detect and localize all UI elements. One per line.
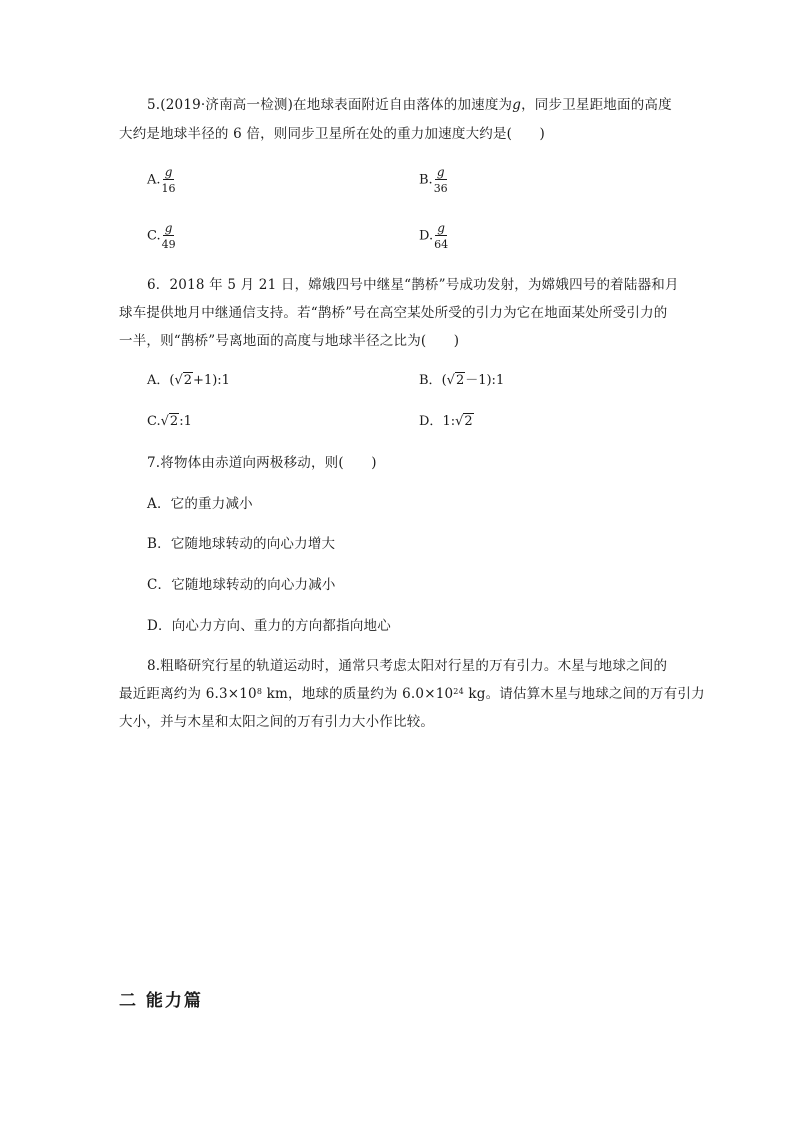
q6-option-a[interactable]	[147, 372, 230, 390]
option-label: A．	[147, 373, 170, 388]
exponent: 24	[453, 687, 464, 696]
paren: (	[441, 373, 447, 388]
q6-line-1: 6．2018 年 5 月 21 日，嫦娥四号中继星“鹊桥”号成功发射，为嫦娥四号的着陆器和月	[147, 277, 679, 293]
q5-line-2: 大约是地球半径的 6 倍，则同步卫星所在处的重力加速度大约是( )	[119, 126, 546, 142]
denominator: 49	[161, 238, 176, 251]
section-title: 二 能力篇	[119, 991, 203, 1011]
sqrt: √2	[160, 414, 179, 429]
option-label: D．	[419, 414, 443, 429]
q6-option-b[interactable]	[419, 372, 504, 390]
numerator: g	[164, 165, 173, 179]
option-label: C.	[147, 228, 161, 244]
fraction	[162, 166, 176, 194]
q5-text-a: 5.(2019·济南高一检测)在地球表面附近自由落体的加速度为	[147, 97, 513, 113]
fraction	[162, 222, 176, 250]
q8-text-c: kg。请估算木星与地球之间的万有引力	[463, 686, 705, 702]
sqrt: √2	[446, 373, 465, 388]
sqrt: √2	[174, 373, 193, 388]
q6-option-c[interactable]	[147, 413, 192, 431]
q7-stem: 7.将物体由赤道向两极移动，则( )	[147, 455, 377, 471]
option-label: A.	[147, 172, 161, 188]
q6-line-2: 球车提供地月中继通信支持。若“鹊桥”号在高空某处所受的引力为它在地面某处所受引力的	[119, 305, 668, 321]
g-symbol: g	[512, 97, 522, 113]
q5-option-b[interactable]	[419, 166, 448, 194]
q6-line-3: 一半，则“鹊桥”号离地面的高度与地球半径之比为( )	[119, 333, 460, 349]
q7-option-d[interactable]: D．向心力方向、重力的方向都指向地心	[147, 618, 391, 634]
denominator: 64	[434, 238, 449, 251]
q5-option-c[interactable]	[147, 222, 176, 250]
q8-line-1: 8.粗略研究行星的轨道运动时，通常只考虑太阳对行星的万有引力。木星与地球之间的	[147, 658, 668, 674]
q5-line-1	[147, 96, 672, 114]
numerator: g	[436, 165, 445, 179]
q7-option-b[interactable]: B．它随地球转动的向心力增大	[147, 536, 336, 552]
radicand: 2	[169, 414, 179, 429]
q8-text-b: km，地球的质量约为 6.0×10	[262, 686, 454, 702]
q7-option-c[interactable]: C．它随地球转动的向心力减小	[147, 577, 336, 593]
expr-rest: －1):1	[465, 373, 505, 388]
radicand: 2	[464, 414, 473, 429]
denominator: 36	[433, 182, 448, 195]
fraction	[434, 166, 448, 194]
option-label: B.	[419, 172, 433, 188]
option-label: D.	[419, 228, 434, 244]
q5-option-d[interactable]	[419, 222, 448, 250]
q8-text-a: 最近距离约为 6.3×10	[119, 686, 257, 702]
option-label: B．	[419, 373, 442, 388]
numerator: g	[437, 221, 445, 235]
q8-line-3: 大小，并与木星和太阳之间的万有引力大小作比较。	[119, 714, 435, 730]
radicand: 2	[455, 373, 465, 388]
exponent: 8	[256, 687, 263, 696]
q5-option-a[interactable]	[147, 166, 176, 194]
q6-option-d[interactable]	[419, 413, 474, 431]
option-label: C.	[147, 414, 161, 429]
q8-line-2	[119, 685, 705, 703]
numerator: g	[164, 221, 173, 235]
fraction	[434, 222, 448, 250]
sqrt: √2	[455, 414, 473, 429]
q5-text-b: ，同步卫星距地面的高度	[521, 97, 672, 113]
expr-rest: :1	[179, 414, 192, 429]
expr-pre: 1:	[442, 414, 456, 429]
paren: (	[169, 373, 175, 388]
q7-option-a[interactable]: A．它的重力减小	[147, 496, 253, 512]
radicand: 2	[183, 373, 193, 388]
denominator: 16	[161, 182, 176, 195]
expr-rest: +1):1	[193, 373, 230, 388]
